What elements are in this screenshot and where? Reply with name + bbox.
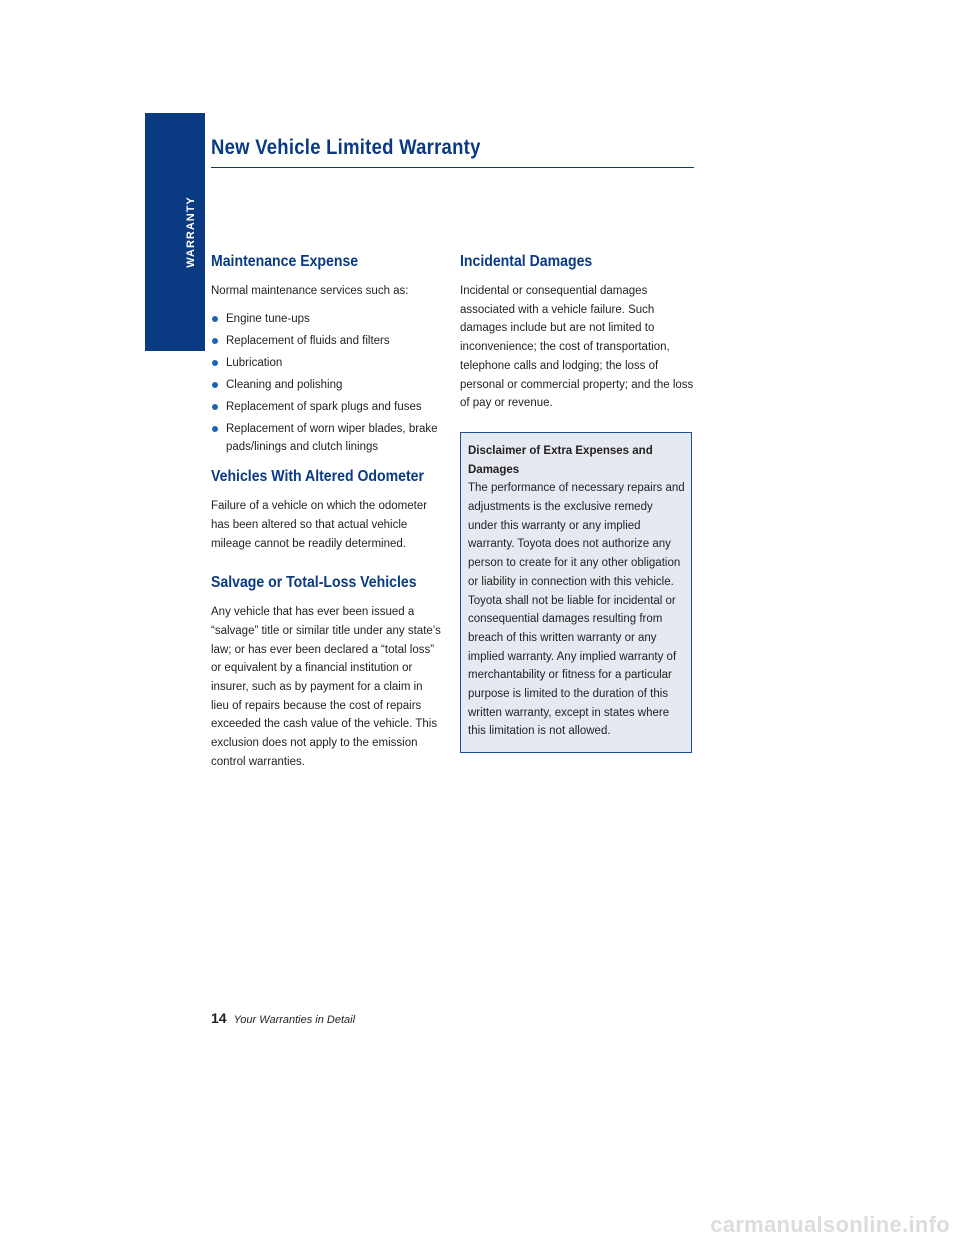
right-column <box>460 250 694 753</box>
disclaimer-text: The performance of necessary repairs and adjustments is the exclusive remedy under this warranty or any implied warranty. Toyota does not authorize any person to create for it any other obligation or liability in connection with this vehicle. Toyota shall not be liable for incidental or consequential damages resulting from breach of this written warranty or any implied warranty. Any implied warranty of merchantability or fitness for a particular purpose is limited to the duration of this written warranty, except in states where this limitation is not allowed. <box>468 482 685 738</box>
list-item <box>211 398 443 417</box>
list-item <box>211 376 443 395</box>
salvage-section <box>211 571 443 771</box>
salvage-heading: Salvage or Total-Loss Vehicles <box>211 574 417 592</box>
page-footer <box>211 1010 355 1028</box>
disclaimer-box <box>460 432 692 753</box>
bullet-icon <box>212 360 218 366</box>
list-item-text: Lubrication <box>226 356 283 369</box>
list-item <box>211 354 443 373</box>
side-tab-label: WARRANTY <box>185 196 197 268</box>
page-title: New Vehicle Limited Warranty <box>211 136 481 159</box>
disclaimer-title: Disclaimer of Extra Expenses and Damages <box>468 444 653 476</box>
maintenance-section <box>211 250 443 457</box>
odometer-heading: Vehicles With Altered Odometer <box>211 468 424 486</box>
odometer-text: Failure of a vehicle on which the odometer has been altered so that actual vehicle mileage cannot be readily determined. <box>211 500 428 550</box>
incidental-section <box>460 250 694 413</box>
maintenance-heading: Maintenance Expense <box>211 253 359 270</box>
bullet-icon <box>212 316 218 322</box>
bullet-icon <box>212 426 218 432</box>
odometer-section <box>211 465 443 553</box>
maintenance-list <box>211 310 443 457</box>
bullet-icon <box>212 338 218 344</box>
incidental-text: Incidental or consequential damages associated with a vehicle failure. Such damages include but are not limited to inconvenience; the cost of transportation, telephone calls and lodging; the loss of personal or commercial property; and the loss of pay or revenue. <box>460 285 694 410</box>
list-item-text: Engine tune-ups <box>226 312 310 325</box>
bullet-icon <box>212 382 218 388</box>
bullet-icon <box>212 404 218 410</box>
watermark: carmanualsonline.info <box>710 1212 950 1237</box>
footer-text: Your Warranties in Detail <box>233 1014 356 1026</box>
list-item-text: Replacement of spark plugs and fuses <box>226 400 422 413</box>
list-item <box>211 332 443 351</box>
salvage-text: Any vehicle that has ever been issued a “salvage” title or similar title under any state’s law; or has ever been declared a “total loss” or equivalent by a financial institution or insurer, such as by payment for a claim in lieu of repairs because the cost of repairs exceeded the cash value of the vehicle. This exclusion does not apply to the emission control warranties. <box>211 606 441 768</box>
title-divider <box>211 167 694 168</box>
page-number: 14 <box>211 1010 227 1026</box>
maintenance-intro: Normal maintenance services such as: <box>211 285 409 297</box>
left-column <box>211 250 443 772</box>
list-item-text: Cleaning and polishing <box>226 378 343 391</box>
list-item <box>211 420 443 457</box>
list-item-text: Replacement of fluids and filters <box>226 334 390 347</box>
list-item <box>211 310 443 329</box>
list-item-text: Replacement of worn wiper blades, brake pads/linings and clutch linings <box>226 422 438 454</box>
incidental-heading: Incidental Damages <box>460 253 593 270</box>
